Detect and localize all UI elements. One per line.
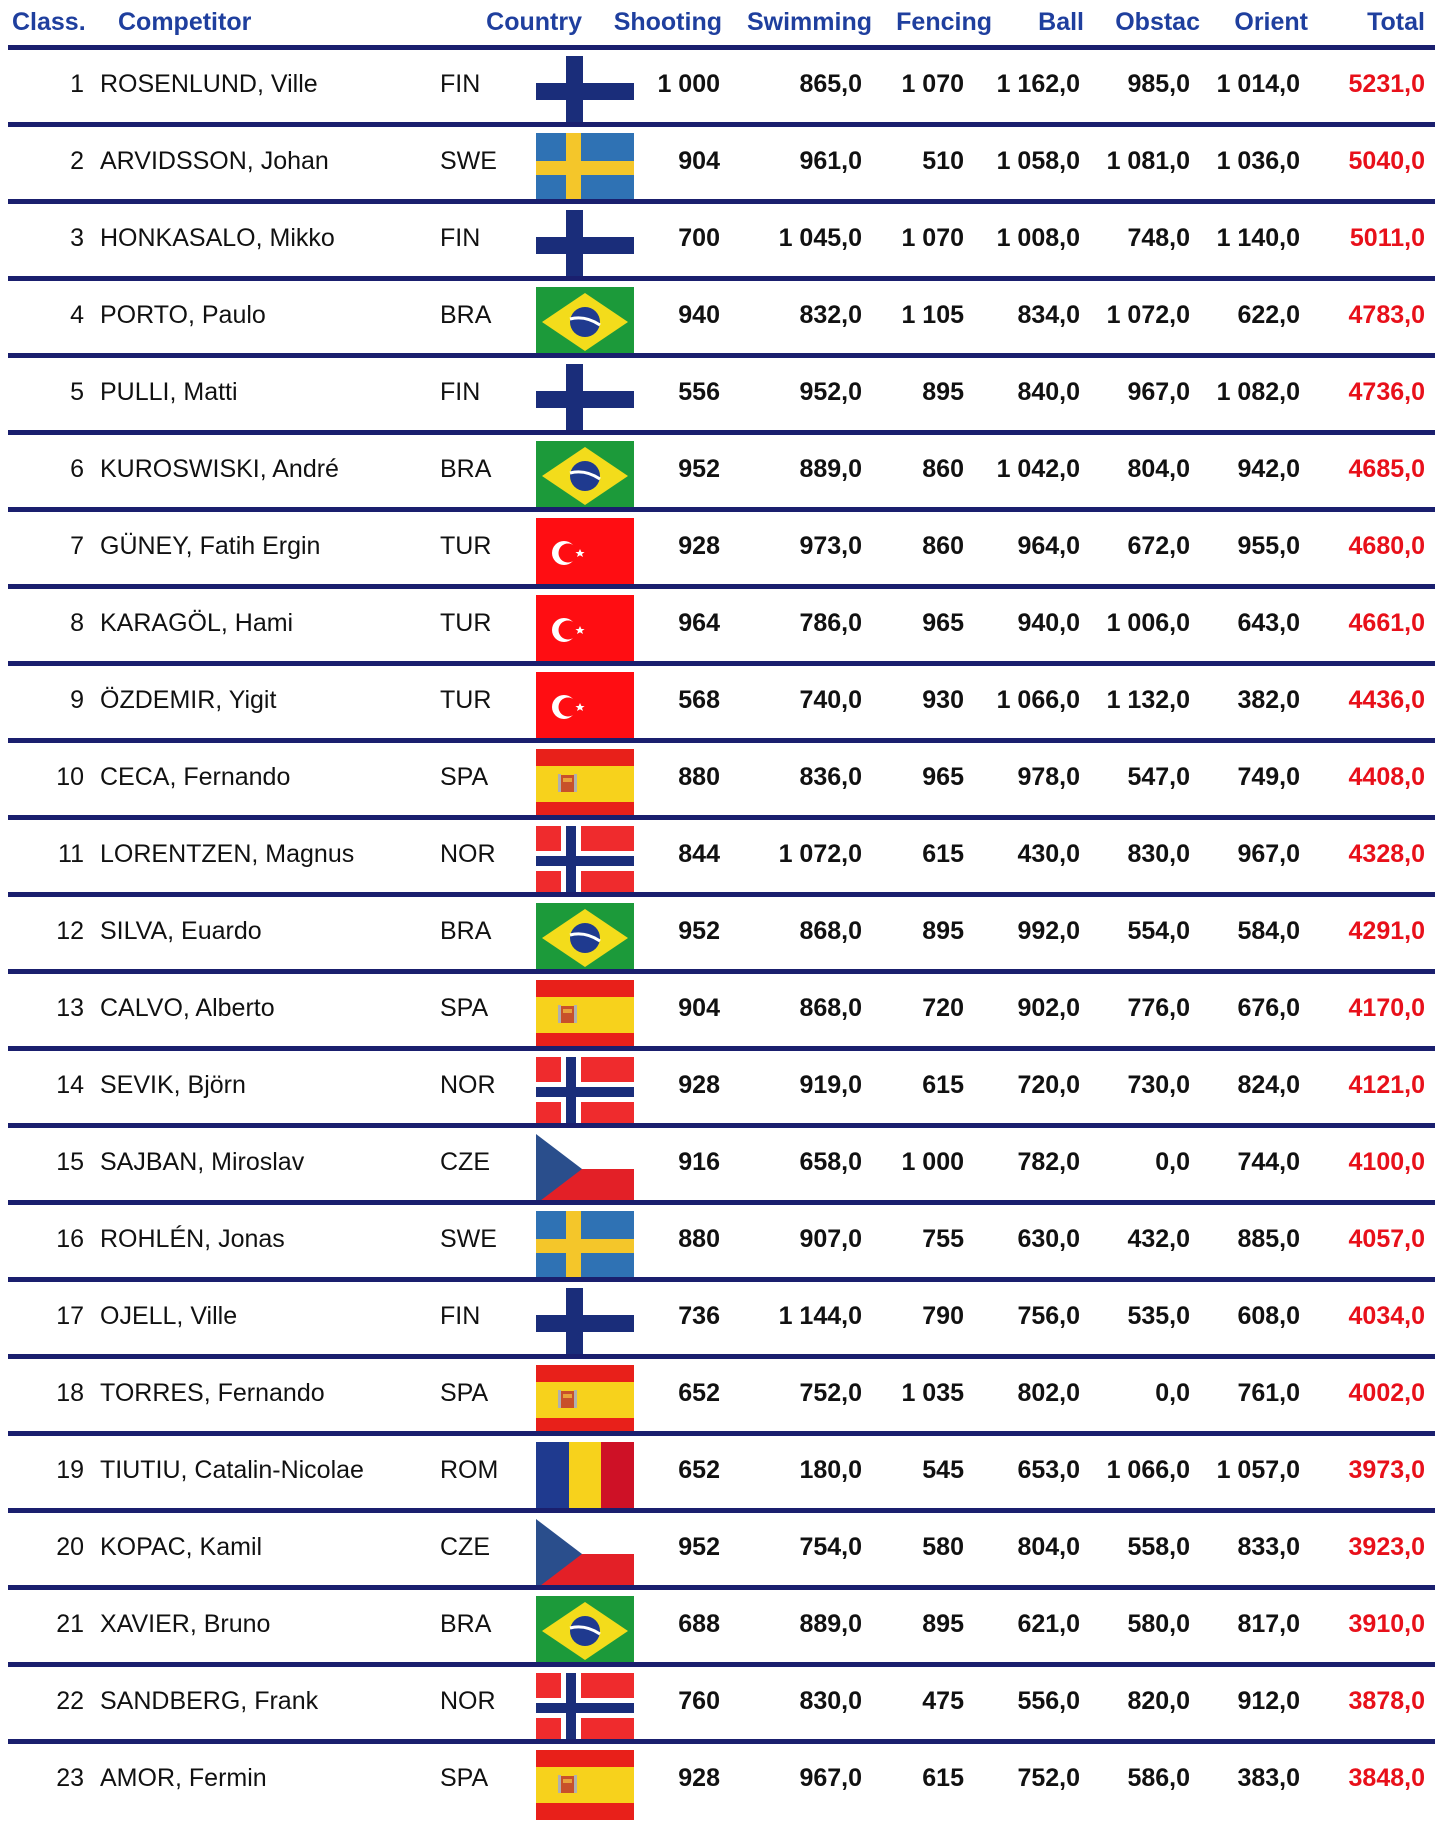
table-row	[0, 1590, 1445, 1667]
ball-score: 1 058,0	[996, 147, 1080, 175]
table-row	[0, 358, 1445, 435]
brazil-flag-icon	[536, 287, 634, 357]
obstac-score: 1 066,0	[1106, 1456, 1190, 1484]
header-swimming: Swimming	[746, 8, 872, 36]
obstac-score: 830,0	[1127, 840, 1190, 868]
swimming-score: 832,0	[799, 301, 862, 329]
shooting-score: 760	[678, 1687, 720, 1715]
table-row	[0, 1282, 1445, 1359]
czech-flag-icon	[536, 1519, 634, 1589]
table-row	[0, 1513, 1445, 1590]
rank-cell: 2	[70, 147, 84, 175]
swimming-score: 658,0	[799, 1148, 862, 1176]
competitor-name: LORENTZEN, Magnus	[100, 840, 355, 868]
total-score: 4408,0	[1348, 763, 1425, 791]
fencing-score: 615	[922, 840, 964, 868]
orient-score: 608,0	[1237, 1302, 1300, 1330]
turkey-flag-icon	[536, 595, 634, 665]
country-code: ROM	[440, 1456, 499, 1484]
orient-score: 761,0	[1237, 1379, 1300, 1407]
orient-score: 1 082,0	[1216, 378, 1300, 406]
brazil-flag-icon	[536, 1596, 634, 1666]
obstac-score: 1 081,0	[1106, 147, 1190, 175]
country-code: SPA	[440, 1764, 489, 1792]
ball-score: 430,0	[1017, 840, 1080, 868]
competitor-name: SEVIK, Björn	[100, 1071, 246, 1099]
competitor-name: XAVIER, Bruno	[100, 1610, 271, 1638]
country-code: FIN	[440, 378, 481, 406]
spain-flag-icon	[536, 749, 634, 819]
table-row	[0, 1051, 1445, 1128]
finland-flag-icon	[536, 210, 634, 280]
table-row	[0, 743, 1445, 820]
orient-score: 749,0	[1237, 763, 1300, 791]
obstac-score: 547,0	[1127, 763, 1190, 791]
fencing-score: 1 035	[901, 1379, 964, 1407]
ball-score: 621,0	[1017, 1610, 1080, 1638]
obstac-score: 804,0	[1127, 455, 1190, 483]
ball-score: 834,0	[1017, 301, 1080, 329]
table-row	[0, 1667, 1445, 1744]
swimming-score: 952,0	[799, 378, 862, 406]
swimming-score: 740,0	[799, 686, 862, 714]
header-country: Country	[486, 8, 582, 36]
shooting-score: 928	[678, 1071, 720, 1099]
header-class: Class.	[12, 8, 86, 36]
orient-score: 955,0	[1237, 532, 1300, 560]
ball-score: 964,0	[1017, 532, 1080, 560]
fencing-score: 965	[922, 609, 964, 637]
orient-score: 885,0	[1237, 1225, 1300, 1253]
ball-score: 1 162,0	[996, 70, 1080, 98]
shooting-score: 928	[678, 532, 720, 560]
fencing-score: 895	[922, 1610, 964, 1638]
rank-cell: 16	[56, 1225, 84, 1253]
shooting-score: 904	[678, 994, 720, 1022]
obstac-score: 820,0	[1127, 1687, 1190, 1715]
spain-flag-icon	[536, 1750, 634, 1820]
romania-flag-icon	[536, 1442, 634, 1512]
total-score: 4170,0	[1348, 994, 1425, 1022]
orient-score: 824,0	[1237, 1071, 1300, 1099]
country-code: FIN	[440, 70, 481, 98]
country-code: TUR	[440, 686, 492, 714]
norway-flag-icon	[536, 1057, 634, 1127]
obstac-score: 558,0	[1127, 1533, 1190, 1561]
ball-score: 653,0	[1017, 1456, 1080, 1484]
total-score: 4121,0	[1348, 1071, 1425, 1099]
shooting-score: 700	[678, 224, 720, 252]
header-total: Total	[1367, 8, 1425, 36]
total-score: 4002,0	[1348, 1379, 1425, 1407]
ball-score: 804,0	[1017, 1533, 1080, 1561]
obstac-score: 748,0	[1127, 224, 1190, 252]
shooting-score: 688	[678, 1610, 720, 1638]
rank-cell: 23	[56, 1764, 84, 1792]
fencing-score: 895	[922, 378, 964, 406]
rank-cell: 14	[56, 1071, 84, 1099]
obstac-score: 535,0	[1127, 1302, 1190, 1330]
fencing-score: 1 105	[901, 301, 964, 329]
orient-score: 1 140,0	[1216, 224, 1300, 252]
shooting-score: 904	[678, 147, 720, 175]
country-code: BRA	[440, 301, 492, 329]
obstac-score: 776,0	[1127, 994, 1190, 1022]
fencing-score: 860	[922, 532, 964, 560]
table-row	[0, 897, 1445, 974]
swimming-score: 180,0	[799, 1456, 862, 1484]
competitor-name: SAJBAN, Miroslav	[100, 1148, 305, 1176]
competitor-name: ROSENLUND, Ville	[100, 70, 318, 98]
country-code: SPA	[440, 763, 489, 791]
rank-cell: 11	[58, 840, 84, 868]
orient-score: 912,0	[1237, 1687, 1300, 1715]
competitor-name: PULLI, Matti	[100, 378, 238, 406]
ball-score: 756,0	[1017, 1302, 1080, 1330]
swimming-score: 868,0	[799, 994, 862, 1022]
competitor-name: PORTO, Paulo	[100, 301, 266, 329]
competitor-name: AMOR, Fermin	[100, 1764, 267, 1792]
shooting-score: 568	[678, 686, 720, 714]
country-code: TUR	[440, 532, 492, 560]
competitor-name: KARAGÖL, Hami	[100, 609, 294, 637]
rank-cell: 3	[70, 224, 84, 252]
rank-cell: 9	[70, 686, 84, 714]
orient-score: 817,0	[1237, 1610, 1300, 1638]
table-row	[0, 281, 1445, 358]
shooting-score: 736	[678, 1302, 720, 1330]
obstac-score: 432,0	[1127, 1225, 1190, 1253]
rank-cell: 21	[56, 1610, 84, 1638]
obstac-score: 1 132,0	[1106, 686, 1190, 714]
rank-cell: 1	[70, 70, 84, 98]
shooting-score: 556	[678, 378, 720, 406]
ball-score: 752,0	[1017, 1764, 1080, 1792]
shooting-score: 880	[678, 763, 720, 791]
orient-score: 833,0	[1237, 1533, 1300, 1561]
total-score: 3848,0	[1348, 1764, 1425, 1792]
fencing-score: 895	[922, 917, 964, 945]
country-code: BRA	[440, 917, 492, 945]
fencing-score: 965	[922, 763, 964, 791]
total-score: 4685,0	[1348, 455, 1425, 483]
ball-score: 1 008,0	[996, 224, 1080, 252]
header-shooting: Shooting	[613, 8, 722, 36]
rank-cell: 4	[70, 301, 84, 329]
orient-score: 1 057,0	[1216, 1456, 1300, 1484]
country-code: BRA	[440, 1610, 492, 1638]
rank-cell: 13	[56, 994, 84, 1022]
country-code: NOR	[440, 1687, 496, 1715]
fencing-score: 615	[922, 1764, 964, 1792]
swimming-score: 961,0	[799, 147, 862, 175]
total-score: 3878,0	[1348, 1687, 1425, 1715]
orient-score: 584,0	[1237, 917, 1300, 945]
swimming-score: 1 045,0	[778, 224, 862, 252]
competitor-name: ÖZDEMIR, Yigit	[100, 686, 277, 714]
total-score: 4436,0	[1348, 686, 1425, 714]
shooting-score: 952	[678, 917, 720, 945]
total-score: 4100,0	[1348, 1148, 1425, 1176]
obstac-score: 586,0	[1127, 1764, 1190, 1792]
competitor-name: CECA, Fernando	[100, 763, 291, 791]
ball-score: 782,0	[1017, 1148, 1080, 1176]
ball-score: 556,0	[1017, 1687, 1080, 1715]
orient-score: 744,0	[1237, 1148, 1300, 1176]
total-score: 4783,0	[1348, 301, 1425, 329]
country-code: SWE	[440, 1225, 497, 1253]
shooting-score: 880	[678, 1225, 720, 1253]
total-score: 4291,0	[1348, 917, 1425, 945]
table-row	[0, 127, 1445, 204]
swimming-score: 967,0	[799, 1764, 862, 1792]
ball-score: 1 042,0	[996, 455, 1080, 483]
orient-score: 383,0	[1237, 1764, 1300, 1792]
rank-cell: 12	[56, 917, 84, 945]
header-fencing: Fencing	[896, 8, 992, 36]
total-score: 4328,0	[1348, 840, 1425, 868]
competitor-name: KUROSWISKI, André	[100, 455, 339, 483]
orient-score: 643,0	[1237, 609, 1300, 637]
competitor-name: GÜNEY, Fatih Ergin	[100, 532, 321, 560]
shooting-score: 652	[678, 1379, 720, 1407]
table-row	[0, 204, 1445, 281]
total-score: 4034,0	[1348, 1302, 1425, 1330]
country-code: SPA	[440, 1379, 489, 1407]
total-score: 4736,0	[1348, 378, 1425, 406]
competitor-name: CALVO, Alberto	[100, 994, 275, 1022]
rank-cell: 6	[70, 455, 84, 483]
norway-flag-icon	[536, 826, 634, 896]
brazil-flag-icon	[536, 441, 634, 511]
swimming-score: 1 144,0	[778, 1302, 862, 1330]
spain-flag-icon	[536, 980, 634, 1050]
orient-score: 676,0	[1237, 994, 1300, 1022]
country-code: FIN	[440, 224, 481, 252]
shooting-score: 964	[678, 609, 720, 637]
table-row	[0, 589, 1445, 666]
table-row	[0, 1744, 1445, 1821]
total-score: 3910,0	[1348, 1610, 1425, 1638]
table-row	[0, 512, 1445, 589]
swimming-score: 865,0	[799, 70, 862, 98]
table-row	[0, 50, 1445, 127]
swimming-score: 836,0	[799, 763, 862, 791]
obstac-score: 580,0	[1127, 1610, 1190, 1638]
ball-score: 902,0	[1017, 994, 1080, 1022]
table-row	[0, 1128, 1445, 1205]
shooting-score: 952	[678, 455, 720, 483]
fencing-score: 755	[922, 1225, 964, 1253]
competitor-name: TORRES, Fernando	[100, 1379, 325, 1407]
norway-flag-icon	[536, 1673, 634, 1743]
fencing-score: 615	[922, 1071, 964, 1099]
obstac-score: 985,0	[1127, 70, 1190, 98]
orient-score: 1 036,0	[1216, 147, 1300, 175]
rank-cell: 15	[56, 1148, 84, 1176]
shooting-score: 916	[678, 1148, 720, 1176]
brazil-flag-icon	[536, 903, 634, 973]
header-ball: Ball	[1038, 8, 1084, 36]
ball-score: 1 066,0	[996, 686, 1080, 714]
country-code: SPA	[440, 994, 489, 1022]
fencing-score: 475	[922, 1687, 964, 1715]
ball-score: 978,0	[1017, 763, 1080, 791]
fencing-score: 790	[922, 1302, 964, 1330]
ball-score: 840,0	[1017, 378, 1080, 406]
shooting-score: 1 000	[657, 70, 720, 98]
country-code: CZE	[440, 1533, 490, 1561]
total-score: 5011,0	[1349, 224, 1425, 252]
competitor-name: ROHLÉN, Jonas	[100, 1225, 285, 1253]
shooting-score: 940	[678, 301, 720, 329]
orient-score: 967,0	[1237, 840, 1300, 868]
finland-flag-icon	[536, 364, 634, 434]
obstac-score: 1 072,0	[1106, 301, 1190, 329]
swimming-score: 973,0	[799, 532, 862, 560]
swimming-score: 907,0	[799, 1225, 862, 1253]
ball-score: 630,0	[1017, 1225, 1080, 1253]
orient-score: 942,0	[1237, 455, 1300, 483]
swimming-score: 868,0	[799, 917, 862, 945]
rank-cell: 22	[56, 1687, 84, 1715]
finland-flag-icon	[536, 1288, 634, 1358]
fencing-score: 930	[922, 686, 964, 714]
shooting-score: 652	[678, 1456, 720, 1484]
table-row	[0, 1359, 1445, 1436]
competitor-name: KOPAC, Kamil	[100, 1533, 263, 1561]
header-orient: Orient	[1234, 8, 1308, 36]
obstac-score: 0,0	[1155, 1148, 1190, 1176]
obstac-score: 0,0	[1155, 1379, 1190, 1407]
rank-cell: 7	[70, 532, 84, 560]
rank-cell: 10	[56, 763, 84, 791]
obstac-score: 1 006,0	[1106, 609, 1190, 637]
fencing-score: 545	[922, 1456, 964, 1484]
turkey-flag-icon	[536, 672, 634, 742]
spain-flag-icon	[536, 1365, 634, 1435]
rank-cell: 5	[70, 378, 84, 406]
total-score: 4661,0	[1348, 609, 1425, 637]
shooting-score: 952	[678, 1533, 720, 1561]
orient-score: 622,0	[1237, 301, 1300, 329]
competitor-name: ARVIDSSON, Johan	[100, 147, 329, 175]
ball-score: 992,0	[1017, 917, 1080, 945]
country-code: FIN	[440, 1302, 481, 1330]
turkey-flag-icon	[536, 518, 634, 588]
rank-cell: 8	[70, 609, 84, 637]
total-score: 5040,0	[1348, 147, 1425, 175]
fencing-score: 860	[922, 455, 964, 483]
total-score: 5231,0	[1348, 70, 1425, 98]
competitor-name: HONKASALO, Mikko	[100, 224, 335, 252]
country-code: TUR	[440, 609, 492, 637]
swimming-score: 786,0	[799, 609, 862, 637]
table-row	[0, 820, 1445, 897]
fencing-score: 580	[922, 1533, 964, 1561]
obstac-score: 730,0	[1127, 1071, 1190, 1099]
orient-score: 1 014,0	[1216, 70, 1300, 98]
rank-cell: 19	[56, 1456, 84, 1484]
sweden-flag-icon	[536, 133, 634, 203]
total-score: 3923,0	[1348, 1533, 1425, 1561]
shooting-score: 928	[678, 1764, 720, 1792]
country-code: NOR	[440, 840, 496, 868]
fencing-score: 1 070	[901, 70, 964, 98]
shooting-score: 844	[678, 840, 720, 868]
table-row	[0, 666, 1445, 743]
rank-cell: 20	[56, 1533, 84, 1561]
table-row	[0, 974, 1445, 1051]
sweden-flag-icon	[536, 1211, 634, 1281]
czech-flag-icon	[536, 1134, 634, 1204]
swimming-score: 889,0	[799, 455, 862, 483]
total-score: 4057,0	[1348, 1225, 1425, 1253]
ball-score: 720,0	[1017, 1071, 1080, 1099]
country-code: SWE	[440, 147, 497, 175]
fencing-score: 1 000	[901, 1148, 964, 1176]
swimming-score: 919,0	[799, 1071, 862, 1099]
competitor-name: SILVA, Euardo	[100, 917, 262, 945]
rank-cell: 17	[56, 1302, 84, 1330]
total-score: 4680,0	[1348, 532, 1425, 560]
swimming-score: 752,0	[799, 1379, 862, 1407]
table-row	[0, 1436, 1445, 1513]
ball-score: 940,0	[1017, 609, 1080, 637]
obstac-score: 967,0	[1127, 378, 1190, 406]
ball-score: 802,0	[1017, 1379, 1080, 1407]
country-code: NOR	[440, 1071, 496, 1099]
country-code: CZE	[440, 1148, 490, 1176]
fencing-score: 720	[922, 994, 964, 1022]
finland-flag-icon	[536, 56, 634, 126]
total-score: 3973,0	[1348, 1456, 1425, 1484]
obstac-score: 672,0	[1127, 532, 1190, 560]
header-obstac: Obstac	[1115, 8, 1200, 36]
fencing-score: 1 070	[901, 224, 964, 252]
rank-cell: 18	[56, 1379, 84, 1407]
header-competitor: Competitor	[118, 8, 252, 36]
country-code: BRA	[440, 455, 492, 483]
table-row	[0, 1205, 1445, 1282]
swimming-score: 754,0	[799, 1533, 862, 1561]
swimming-score: 1 072,0	[778, 840, 862, 868]
table-row	[0, 435, 1445, 512]
competitor-name: SANDBERG, Frank	[100, 1687, 319, 1715]
competitor-name: TIUTIU, Catalin-Nicolae	[100, 1456, 364, 1484]
competitor-name: OJELL, Ville	[100, 1302, 238, 1330]
fencing-score: 510	[922, 147, 964, 175]
swimming-score: 830,0	[799, 1687, 862, 1715]
swimming-score: 889,0	[799, 1610, 862, 1638]
orient-score: 382,0	[1237, 686, 1300, 714]
obstac-score: 554,0	[1127, 917, 1190, 945]
